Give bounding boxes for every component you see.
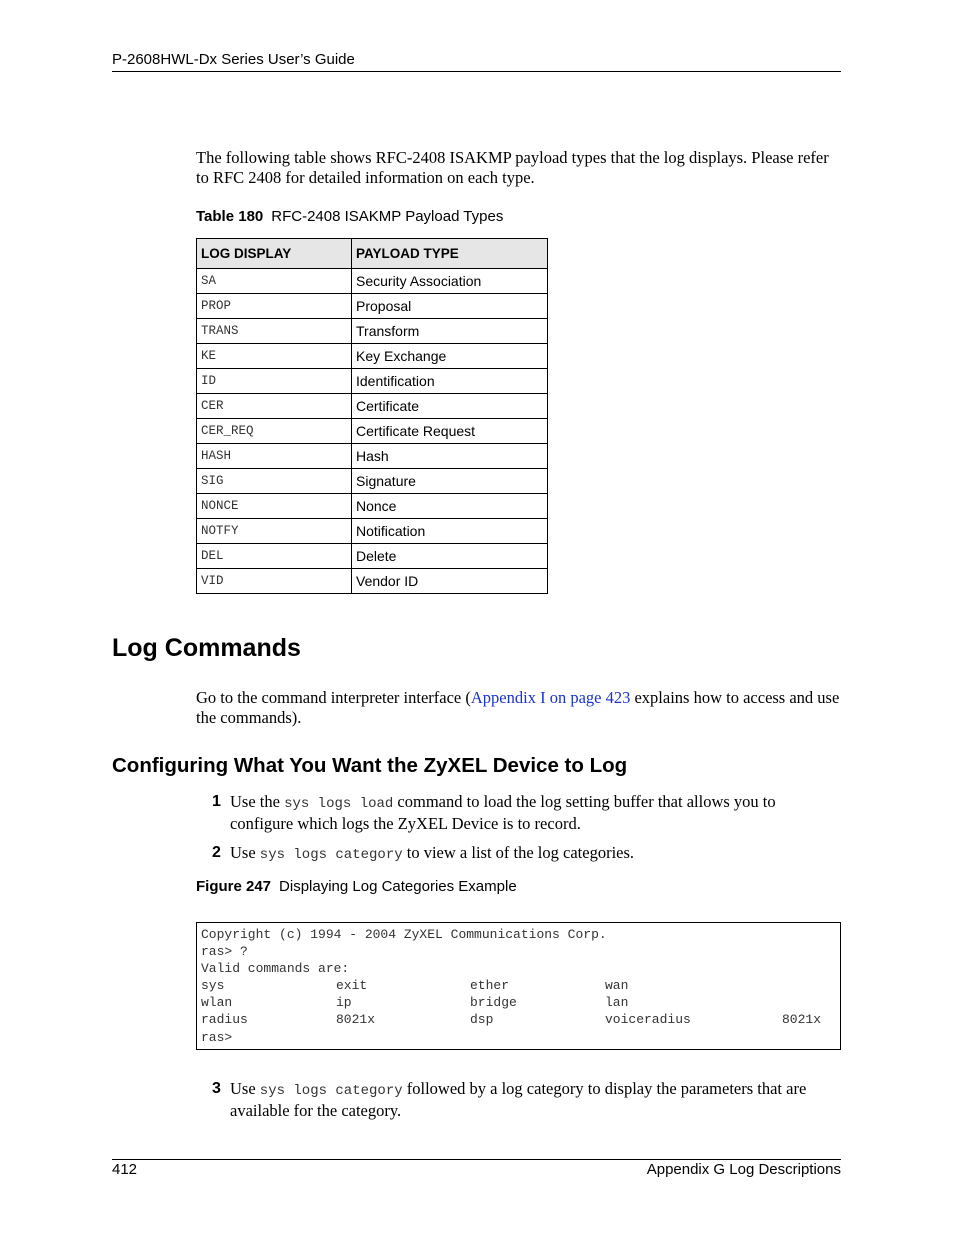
section-heading-log-commands: Log Commands bbox=[112, 634, 301, 662]
console-command: 8021x bbox=[336, 1012, 376, 1027]
table-row bbox=[197, 544, 548, 569]
table-row bbox=[197, 569, 548, 594]
step-text-after: to view a list of the log categories. bbox=[402, 843, 635, 862]
table-row bbox=[197, 444, 548, 469]
column-header-log-display: LOG DISPLAY bbox=[197, 239, 352, 269]
table-row bbox=[197, 394, 548, 419]
log-display-cell: CER bbox=[197, 394, 352, 419]
step-number: 2 bbox=[212, 844, 221, 861]
log-display-cell: TRANS bbox=[197, 319, 352, 344]
payload-type-cell: Key Exchange bbox=[352, 344, 548, 369]
payload-type-cell: Delete bbox=[352, 544, 548, 569]
figure-caption-label: Figure 247 bbox=[196, 878, 272, 895]
payload-types-table bbox=[196, 238, 548, 594]
log-display-cell: KE bbox=[197, 344, 352, 369]
console-command: bridge bbox=[470, 995, 517, 1010]
header-rule bbox=[112, 71, 841, 72]
console-command: dsp bbox=[470, 1012, 494, 1027]
console-command: sys bbox=[201, 978, 225, 993]
command-interpreter-paragraph bbox=[196, 688, 841, 728]
step-number: 1 bbox=[212, 793, 221, 810]
log-display-cell: NONCE bbox=[197, 494, 352, 519]
figure-caption bbox=[196, 878, 517, 895]
console-command: radius bbox=[201, 1012, 248, 1027]
table-row bbox=[197, 344, 548, 369]
table-caption-label: Table 180 bbox=[196, 208, 264, 225]
payload-type-cell: Proposal bbox=[352, 294, 548, 319]
log-display-cell: VID bbox=[197, 569, 352, 594]
log-display-cell: HASH bbox=[197, 444, 352, 469]
log-display-cell: PROP bbox=[197, 294, 352, 319]
payload-type-cell: Certificate bbox=[352, 394, 548, 419]
paragraph-text-before: Go to the command interpreter interface ( bbox=[196, 688, 471, 707]
console-command: wlan bbox=[201, 995, 233, 1010]
step-text-before: Use the bbox=[230, 792, 285, 811]
step-text-after: command to load the log setting buffer that allows you to configure which logs the ZyXEL Device is to record. bbox=[230, 792, 776, 833]
step-text-after: followed by a log category to display the parameters that are available for the category. bbox=[230, 1079, 807, 1120]
table-row bbox=[197, 469, 548, 494]
console-line: Valid commands are: bbox=[201, 961, 350, 976]
payload-type-cell: Notification bbox=[352, 519, 548, 544]
log-display-cell: SA bbox=[197, 269, 352, 294]
console-command: exit bbox=[336, 978, 368, 993]
command-code: sys logs load bbox=[284, 796, 394, 812]
step-number: 3 bbox=[212, 1080, 221, 1097]
console-line: ras> ? bbox=[201, 944, 248, 959]
step-text bbox=[230, 792, 842, 834]
command-code: sys logs category bbox=[259, 1083, 403, 1099]
payload-type-cell: Certificate Request bbox=[352, 419, 548, 444]
table-row bbox=[197, 494, 548, 519]
payload-type-cell: Identification bbox=[352, 369, 548, 394]
console-output-box bbox=[196, 922, 841, 1050]
payload-type-cell: Vendor ID bbox=[352, 569, 548, 594]
log-display-cell: CER_REQ bbox=[197, 419, 352, 444]
payload-type-cell: Signature bbox=[352, 469, 548, 494]
step-text bbox=[230, 1079, 842, 1121]
table-caption bbox=[196, 208, 503, 225]
log-display-cell: DEL bbox=[197, 544, 352, 569]
payload-type-cell: Hash bbox=[352, 444, 548, 469]
log-display-cell: NOTFY bbox=[197, 519, 352, 544]
payload-type-cell: Transform bbox=[352, 319, 548, 344]
console-command: wan bbox=[605, 978, 629, 993]
console-command: lan bbox=[605, 995, 629, 1010]
payload-type-cell: Nonce bbox=[352, 494, 548, 519]
footer-chapter-title: Appendix G Log Descriptions bbox=[646, 1161, 841, 1178]
table-row bbox=[197, 319, 548, 344]
page-number: 412 bbox=[112, 1161, 138, 1178]
console-command: voiceradius bbox=[605, 1012, 691, 1027]
table-header-row bbox=[197, 239, 548, 269]
section-heading-configuring: Configuring What You Want the ZyXEL Device to Log bbox=[112, 754, 628, 777]
step-text-before: Use bbox=[230, 1079, 260, 1098]
table-row bbox=[197, 269, 548, 294]
console-prompt: ras> bbox=[201, 1030, 233, 1045]
log-display-cell: ID bbox=[197, 369, 352, 394]
figure-caption-text: Displaying Log Categories Example bbox=[279, 878, 517, 895]
console-command: ether bbox=[470, 978, 510, 993]
command-code: sys logs category bbox=[259, 847, 403, 863]
step-text-before: Use bbox=[230, 843, 260, 862]
intro-paragraph: The following table shows RFC-2408 ISAKMP payload types that the log displays. Please refer to RFC 2408 for detailed information on each type. bbox=[196, 148, 829, 187]
table-row bbox=[197, 419, 548, 444]
footer-rule bbox=[112, 1159, 841, 1160]
console-command: ip bbox=[336, 995, 352, 1010]
column-header-payload-type: PAYLOAD TYPE bbox=[352, 239, 548, 269]
table-row bbox=[197, 369, 548, 394]
table-row bbox=[197, 519, 548, 544]
table-caption-text: RFC-2408 ISAKMP Payload Types bbox=[271, 208, 504, 225]
table-row bbox=[197, 294, 548, 319]
console-line: Copyright (c) 1994 - 2004 ZyXEL Communications Corp. bbox=[201, 927, 607, 942]
step-text bbox=[230, 843, 842, 865]
payload-type-cell: Security Association bbox=[352, 269, 548, 294]
log-display-cell: SIG bbox=[197, 469, 352, 494]
console-command: 8021x bbox=[782, 1012, 822, 1027]
appendix-i-link[interactable]: Appendix I on page 423 bbox=[470, 688, 631, 707]
paragraph-text-after: explains how to access and use the commands). bbox=[196, 688, 840, 727]
running-header: P-2608HWL-Dx Series User’s Guide bbox=[112, 51, 355, 68]
